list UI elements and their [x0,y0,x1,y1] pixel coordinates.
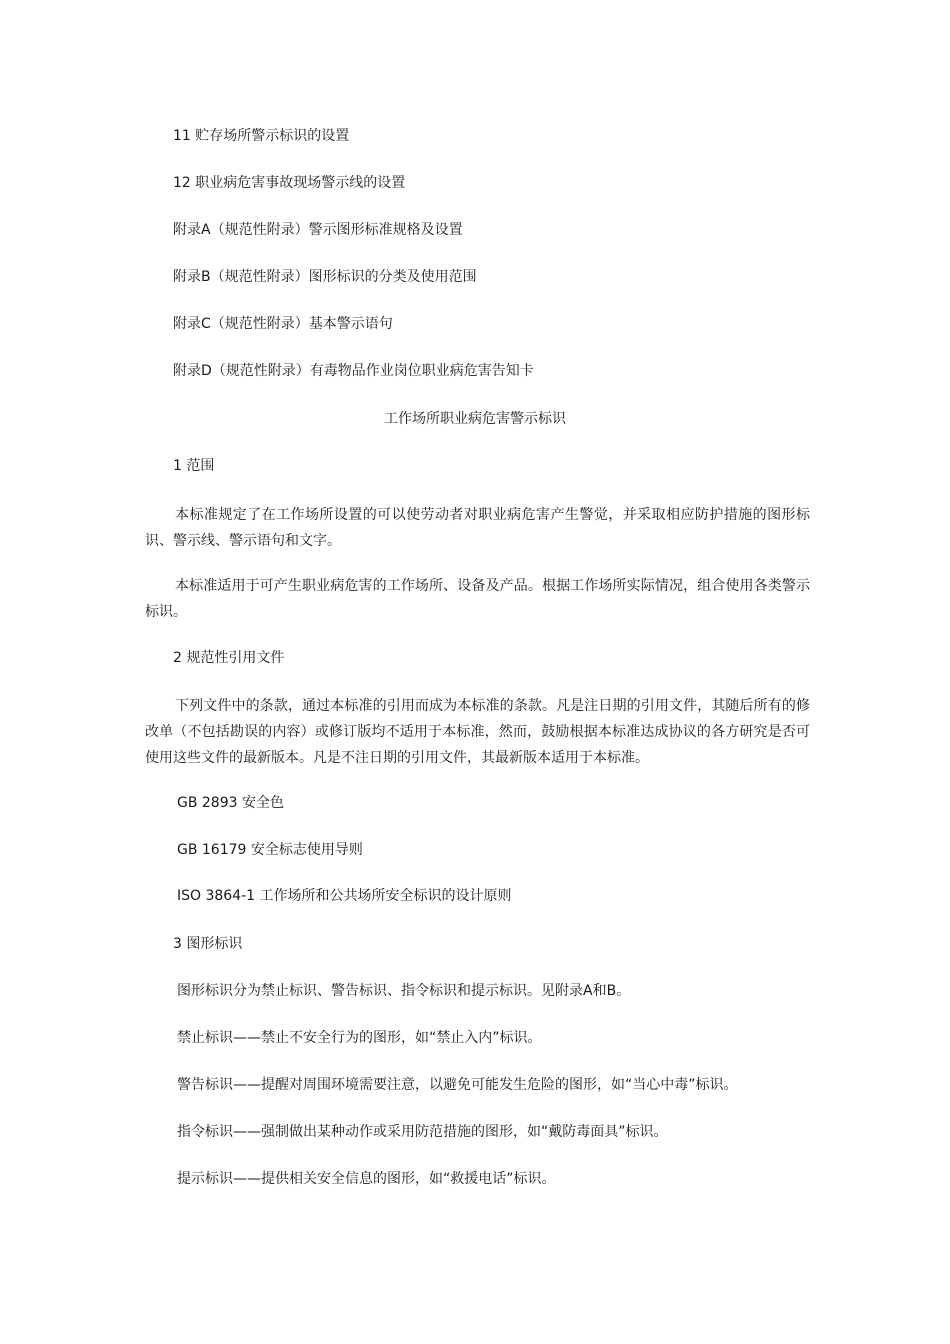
warning-sign-definition: 警告标识——提醒对周围环境需要注意，以避免可能发生危险的图形，如“当心中毒”标识。 [177,1077,738,1093]
toc-appendix-d: 附录D（规范性附录）有毒物品作业岗位职业病危害告知卡 [173,363,534,379]
section-3-intro: 图形标识分为禁止标识、警告标识、指令标识和提示标识。见附录A和B。 [177,983,631,999]
reference-gb2893: GB 2893 安全色 [177,795,284,811]
section-2-heading: 2 规范性引用文件 [173,650,285,666]
toc-appendix-a: 附录A（规范性附录）警示图形标准规格及设置 [173,222,463,238]
section-2-paragraph: 下列文件中的条款，通过本标准的引用而成为本标准的条款。凡是注日期的引用文件，其随后所有的修改单（不包括勘误的内容）或修订版均不适用于本标准，然而，鼓励根据本标准达成协议的各方研究是否可使用这些文件的最新版本。凡是不注日期的引用文件，其最新版本适用于本标准。 [145,698,810,766]
mandatory-sign-definition: 指令标识——强制做出某种动作或采用防范措施的图形，如“戴防毒面具”标识。 [177,1124,668,1140]
toc-appendix-c: 附录C（规范性附录）基本警示语句 [173,316,393,332]
toc-appendix-b: 附录B（规范性附录）图形标识的分类及使用范围 [173,269,477,285]
reference-gb16179: GB 16179 安全标志使用导则 [177,842,363,858]
toc-item-12: 12 职业病危害事故现场警示线的设置 [173,175,406,191]
section-3-heading: 3 图形标识 [173,936,243,952]
reference-iso3864: ISO 3864-1 工作场所和公共场所安全标识的设计原则 [177,888,512,904]
information-sign-definition: 提示标识——提供相关安全信息的图形，如“救援电话”标识。 [177,1171,556,1187]
toc-item-11: 11 贮存场所警示标识的设置 [173,128,350,144]
section-1-paragraph-2: 本标准适用于可产生职业病危害的工作场所、设备及产品。根据工作场所实际情况，组合使用各类警示标识。 [145,578,810,620]
section-1-heading: 1 范围 [173,458,215,474]
prohibition-sign-definition: 禁止标识——禁止不安全行为的图形，如“禁止入内”标识。 [177,1030,542,1046]
section-1-paragraph-1: 本标准规定了在工作场所设置的可以使劳动者对职业病危害产生警觉，并采取相应防护措施的图形标识、警示线、警示语句和文字。 [145,507,810,549]
doc-title: 工作场所职业病危害警示标识 [384,411,566,427]
